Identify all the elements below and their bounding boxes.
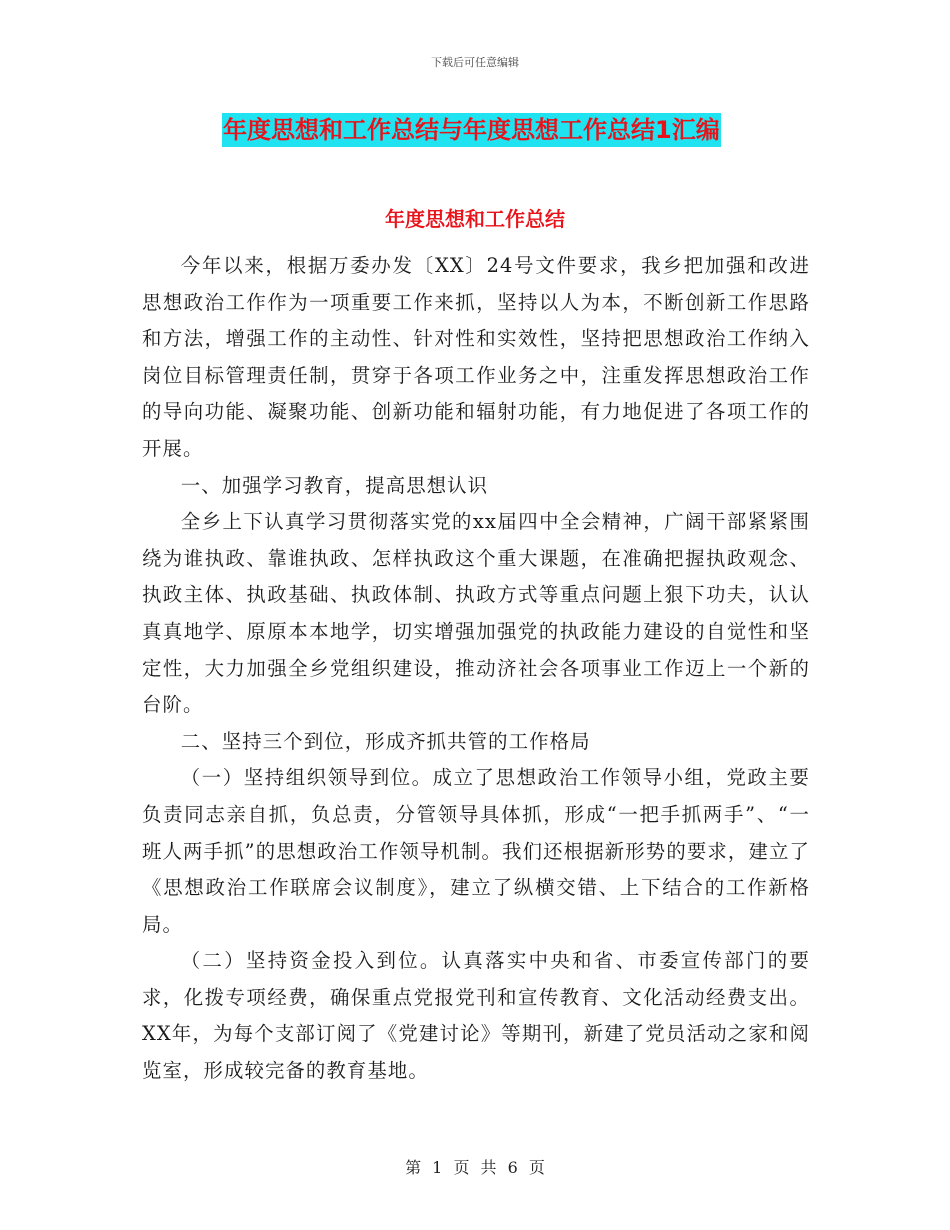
paragraph-intro: 今年以来，根据万委办发〔XX〕24号文件要求，我乡把加强和改进思想政治工作作为一项重要工作来抓，坚持以人为本，不断创新工作思路和方法，增强工作的主动性、针对性和实效性，坚持把思想政治工作纳入岗位目标管理责任制，贯穿于各项工作业务之中，注重发挥思想政治工作的导向功能、凝聚功能、创新功能和辐射功能，有力地促进了各项工作的开展。 (142, 254, 810, 460)
paragraph-section-1: 全乡上下认真学习贯彻落实党的xx届四中全会精神，广阔干部紧紧围绕为谁执政、靠谁执政、怎样执政这个重大课题，在准确把握执政观念、执政主体、执政基础、执政体制、执政方式等重点问题上狠下功夫，认认真真地学、原原本本地学，切实增强加强党的执政能力建设的自觉性和坚定性，大力加强全乡党组织建设，推动济社会各项事业工作迈上一个新的台阶。 (142, 510, 810, 717)
paragraph-subsection-2: （二）坚持资金投入到位。认真落实中央和省、市委宣传部门的要求，化拨专项经费，确保重点党报党刊和宣传教育、文化活动经费支出。XX年，为每个支部订阅了《党建讨论》等期刊，新建了党员活动之家和阅览室，形成较完备的教育基地。 (142, 949, 810, 1083)
page-number-footer: 第 1 页 共 6 页 (405, 1158, 545, 1177)
heading-section-2: 二、坚持三个到位，形成齐抓共管的工作格局 (180, 729, 591, 753)
document-body (142, 248, 810, 1090)
document-main-title: 年度思想和工作总结与年度思想工作总结1汇编 (222, 113, 721, 147)
heading-section-1: 一、加强学习教育，提高思想认识 (180, 473, 489, 497)
section-title: 年度思想和工作总结 (385, 207, 565, 231)
paragraph-subsection-1: （一）坚持组织领导到位。成立了思想政治工作领导小组，党政主要负责同志亲自抓，负总责，分管领导具体抓，形成“一把手抓两手”、“一班人两手抓”的思想政治工作领导机制。我们还根据新形势的要求，建立了《思想政治工作联席会议制度》，建立了纵横交错、上下结合的工作新格局。 (142, 766, 810, 936)
header-note: 下载后可任意编辑 (431, 56, 519, 69)
